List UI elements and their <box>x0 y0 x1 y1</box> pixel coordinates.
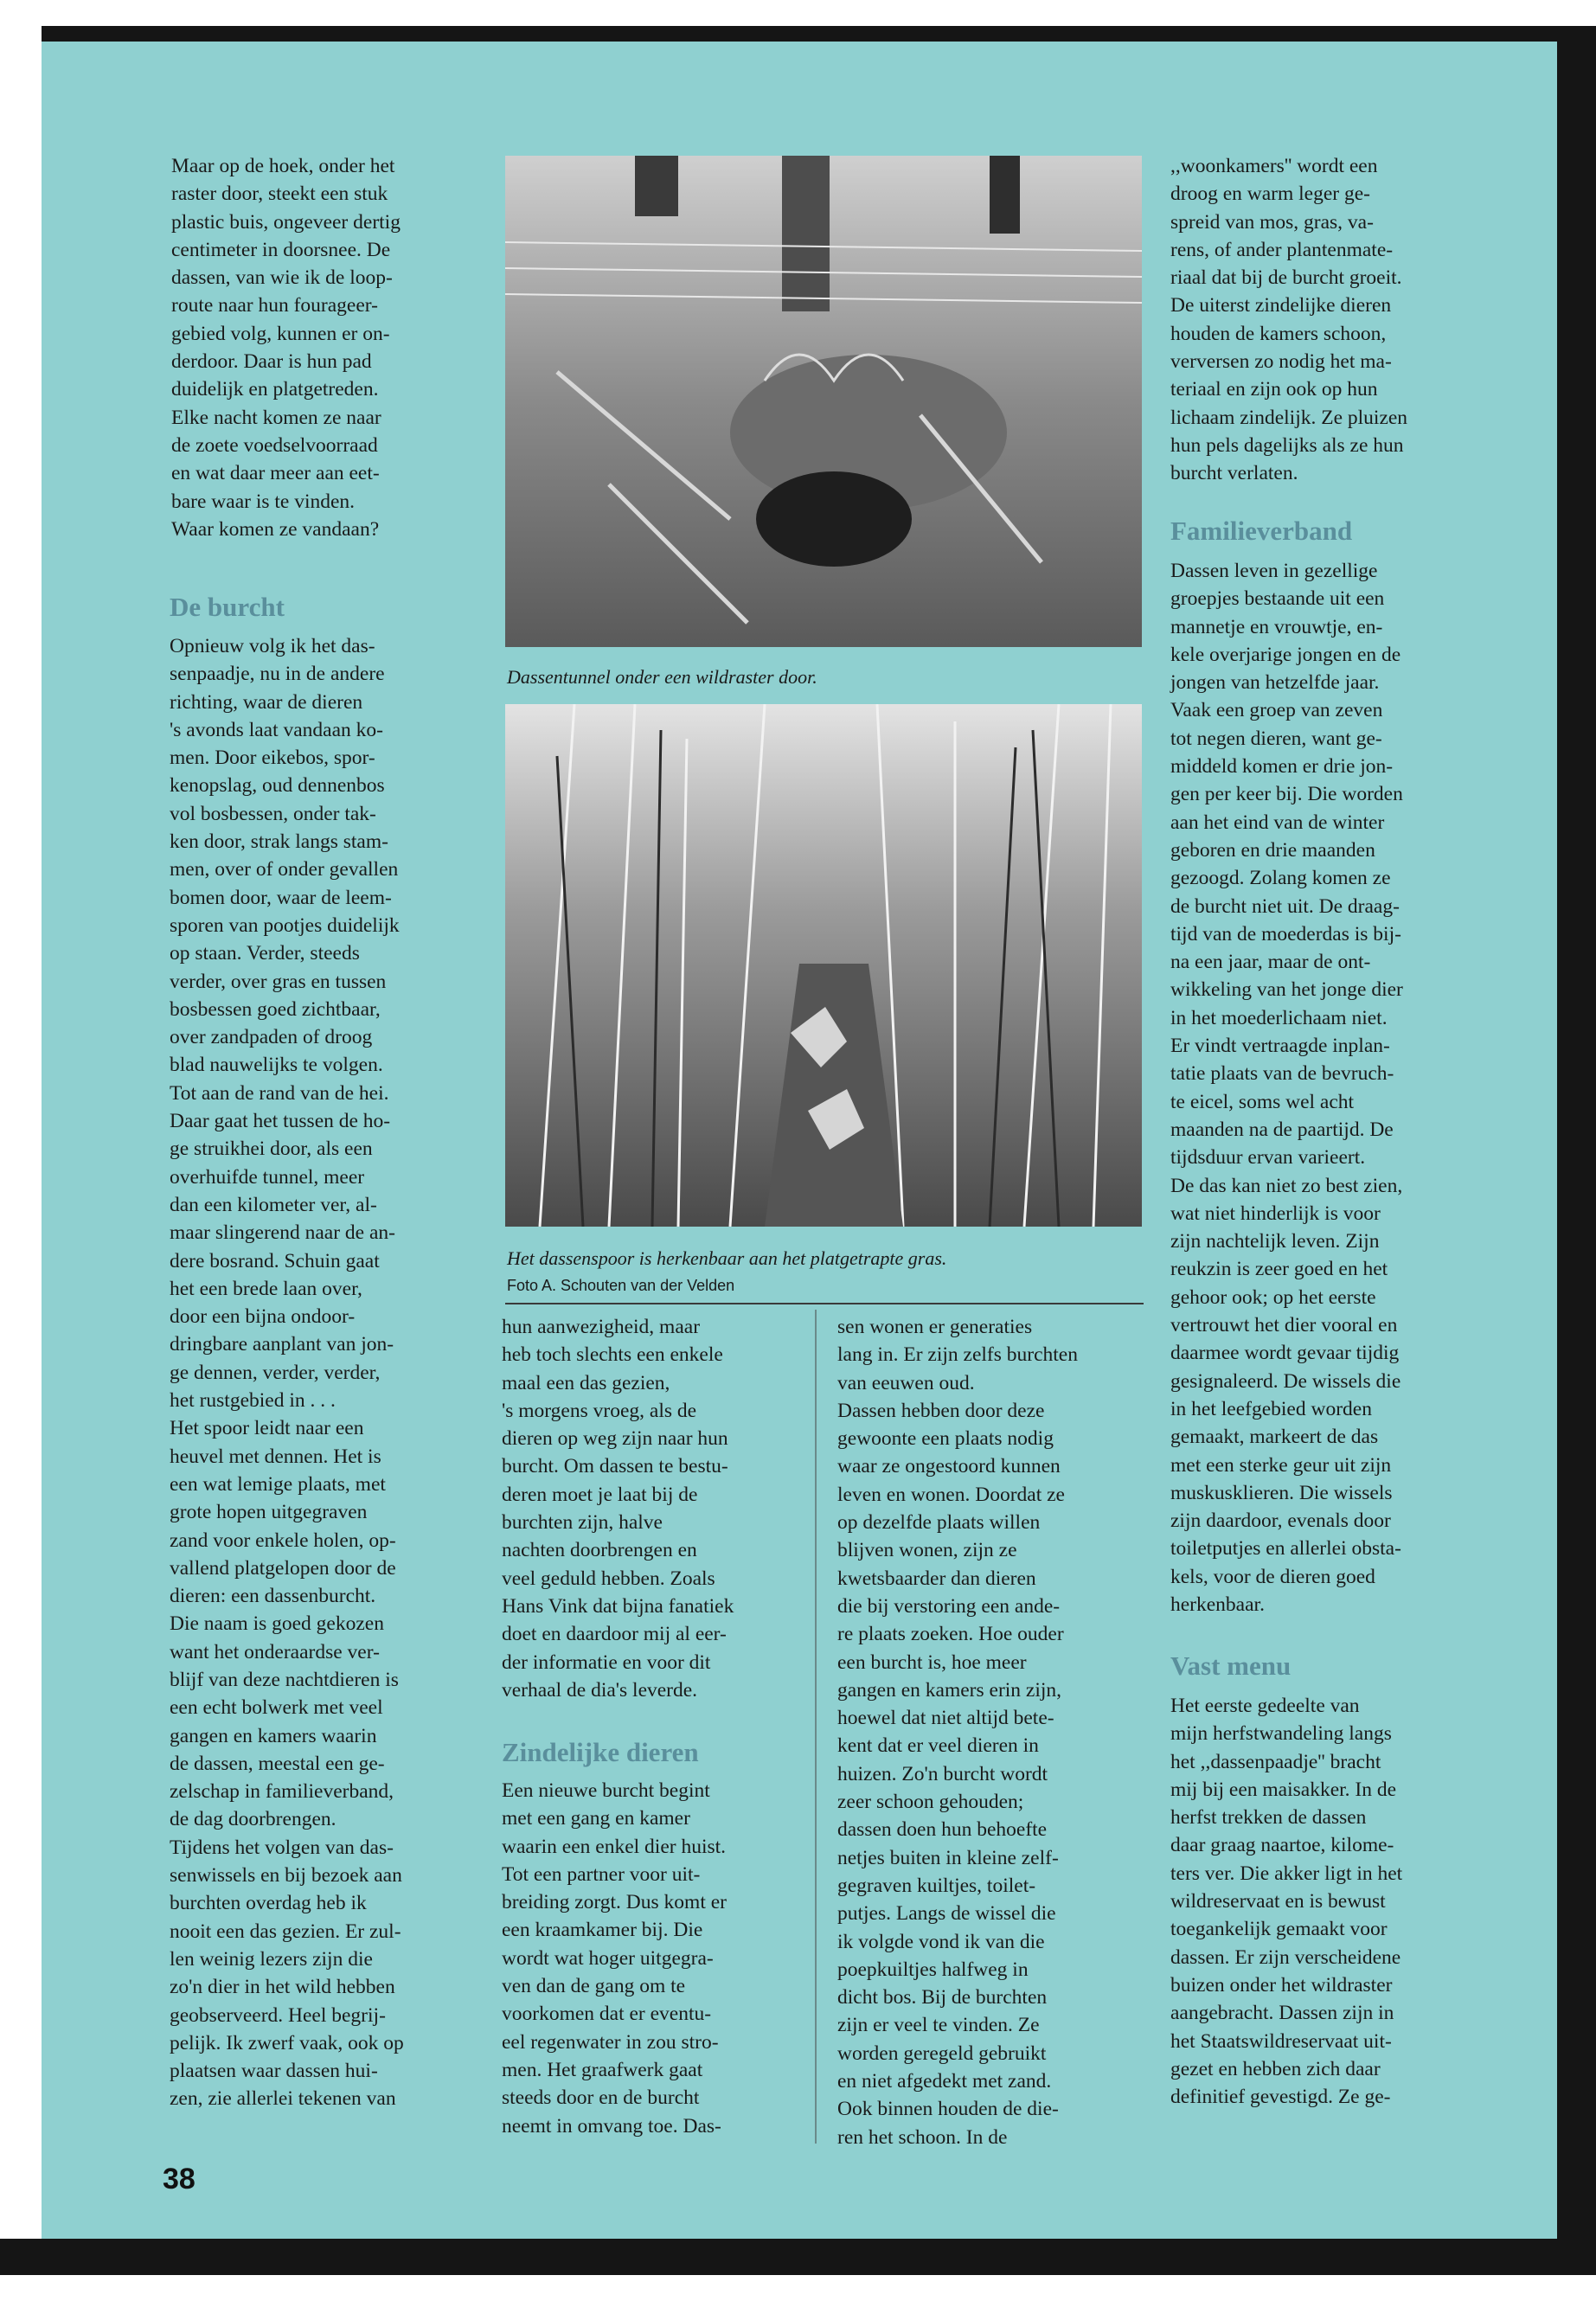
caption-photo2: Het dassenspoor is herkenbaar aan het platgetrapte gras. <box>507 1247 947 1269</box>
heading-zindelijke-dieren: Zindelijke dieren <box>502 1737 699 1767</box>
column2-text: hun aanwezigheid, maar heb toch slechts een enkele maal een das gezien, 's morgens vroeg, als de dieren op weg zijn naar hun burcht. Om dassen te bestu- deren moet je laat bij de burchten zijn, halve nachten doorbrengen en veel geduld hebben. Zoals Hans Vink dat bijna fanatiek doet en daardoor mij al eer- der informatie en voor dit verhaal de dia's leverde. <box>502 1316 734 1702</box>
scan-border-right <box>1557 26 1596 2240</box>
column4-familie-text: Dassen leven in gezellige groepjes bestaande uit een mannetje en vrouwtje, en- kele overjarige jongen en de jongen van hetzelfde jaar. Vaak een groep van zeven tot negen dieren, want ge- middeld komen er drie jon- gen per keer bij. Die worden aan het eind van de winter geboren en drie maanden gezoogd. Zolang komen ze de burcht niet uit. De draag- tijd van de moederdas is bij- na een jaar, maar de ont- wikkeling van het jonge dier in het moederlichaam niet. Er vindt vertraagde inplan- tatie plaats van de bevruch- te eicel, soms wel acht maanden na de paartijd. De tijdsduur ervan varieert. De das kan niet zo best zien, wat niet hinderlijk is voor zijn nachtelijk leven. Zijn reukzin is zeer goed en het gehoor ook; op het eerste vertrouwt het dier vooral en daarmee wordt gevaar tijdig gesignaleerd. De wissels die in het leefgebied worden gemaakt, markeert de das met een sterke geur uit zijn muskusklieren. Die wissels zijn daardoor, evenals door toiletputjes en allerlei obsta- kels, voor de dieren goed herkenbaar. <box>1170 560 1403 1616</box>
caption-photo1: Dassentunnel onder een wildraster door. <box>507 666 817 688</box>
column3-text: sen wonen er generaties lang in. Er zijn zelfs burchten van eeuwen oud. Dassen hebben door deze gewoonte een plaats nodig waar ze ongestoord kunnen leven en wonen. Doordat ze op dezelfde plaats willen blijven wonen, zijn ze kwetsbaarder dan dieren die bij verstoring een ande- re plaats zoeken. Hoe ouder een burcht is, hoe meer gangen en kamers erin zijn, hoewel dat niet altijd bete- kent dat er veel dieren in huizen. Zo'n burcht wordt zeer schoon gehouden; dassen doen hun behoefte netjes buiten in kleine zelf- gegraven kuiltjes, toilet- putjes. Langs de wissel die ik volgde vond ik van die poepkuiltjes halfweg in dicht bos. Bij de burchten zijn er veel te vinden. Ze worden geregeld gebruikt en niet afgedekt met zand. Ook binnen houden de die- ren het schoon. In de <box>837 1316 1078 2149</box>
column1-burcht-text: Opnieuw volg ik het das- senpaadje, nu in de andere richting, waar de dieren 's avonds laat vandaan ko- men. Door eikebos, spor- kenopslag, oud dennenbos vol bosbessen, onder tak- ken door, strak langs stam- men, over of onder gevallen bomen door, waar de leem- sporen van pootjes duidelijk op staan. Verder, steeds verder, over gras en tussen bosbessen goed zichtbaar, over zandpaden of droog blad nauwelijks te volgen. Tot aan de rand van de hei. Daar gaat het tussen de ho- ge struikhei door, als een overhuifde tunnel, meer dan een kilometer ver, al- maar slingerend naar de an- dere bosrand. Schuin gaat het een brede laan over, door een bijna ondoor- dringbare aanplant van jon- ge dennen, verder, verder, het rustgebied in . . . Het spoor leidt naar een heuvel met dennen. Het is een wat lemige plaats, met grote hopen uitgegraven zand voor enkele holen, op- vallend platgelopen door de dieren: een dassenburcht. Die naam is goed gekozen want het onderaardse ver- blijf van deze nachtdieren is een echt bolwerk met veel gangen en kamers waarin de dassen, meestal een ge- zelschap in familieverband, de dag doorbrengen. Tijdens het volgen van das- senwissels en bij bezoek aan burchten overdag heb ik nooit een das gezien. Er zul- len weinig lezers zijn die zo'n dier in het wild hebben geobserveerd. Heel begrij- pelijk. Ik zwerf vaak, ook op plaatsen waar dassen hui- zen, zie allerlei tekenen van <box>170 635 404 2111</box>
column4-menu-text: Het eerste gedeelte van mijn herfstwandeling langs het ,,dassenpaadje'' bracht mij bij een maisakker. In de herfst trekken de dassen daar graag naartoe, kilome- ters ver. Die akker ligt in het wildreservaat en is bewust toegankelijk gemaakt voor dassen. Er zijn verscheidene buizen onder het wildraster aangebracht. Dassen zijn in het Staatswildreservaat uit- gezet en hebben zich daar definitief gevestigd. Ze ge- <box>1170 1695 1403 2109</box>
magazine-page <box>42 42 1557 2239</box>
column1-intro-text: Maar op de hoek, onder het raster door, steekt een stuk plastic buis, ongeveer dertig centimeter in doorsnee. De dassen, van wie ik de loop- route naar hun fourageer- gebied volg, kunnen er on- derdoor. Daar is hun pad duidelijk en platgetreden. Elke nacht komen ze naar de zoete voedselvoorraad en wat daar meer aan eet- bare waar is te vinden. Waar komen ze vandaan? <box>171 155 401 541</box>
photo-badger-path-grass <box>505 704 1142 1227</box>
heading-familieverband: Familieverband <box>1170 516 1353 546</box>
column-divider <box>815 1310 817 2144</box>
column2-zindelijk-text: Een nieuwe burcht begint met een gang en kamer waarin een enkel dier huist. Tot een partner voor uit- breiding zorgt. Dus komt er een kraamkamer bij. Die wordt wat hoger uitgegra- ven dan de gang om te voorkomen dat er eventu- eel regenwater in zou stro- men. Het graafwerk gaat steeds door en de burcht neemt in omvang toe. Das- <box>502 1779 727 2138</box>
scan-border-bottom <box>0 2239 1596 2275</box>
heading-vast-menu: Vast menu <box>1170 1650 1292 1681</box>
column4-intro-text: ,,woonkamers'' wordt een droog en warm leger ge- spreid van mos, gras, va- rens, of ander plantenmate- riaal dat bij de burcht groeit. De uiterst zindelijke dieren houden de kamers schoon, verversen zo nodig het ma- teriaal en zijn ook op hun lichaam zindelijk. Ze pluizen hun pels dagelijks als ze hun burcht verlaten. <box>1170 155 1408 485</box>
page-number: 38 <box>163 2163 195 2195</box>
scan-border-top <box>42 26 1596 42</box>
photo-credit: Foto A. Schouten van der Velden <box>507 1277 735 1294</box>
caption-rule <box>505 1303 1144 1304</box>
photo-badger-tunnel <box>505 156 1142 647</box>
heading-de-burcht: De burcht <box>170 592 285 622</box>
